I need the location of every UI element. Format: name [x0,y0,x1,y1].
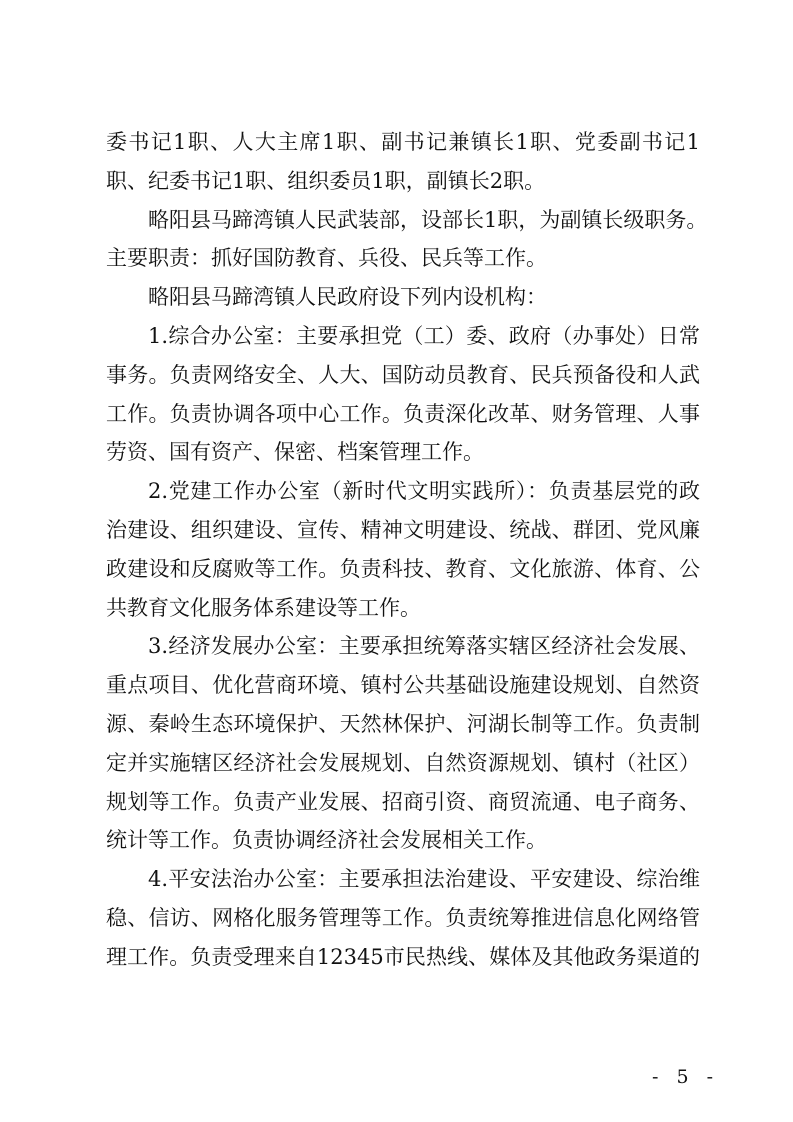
paragraph [106,472,700,627]
paragraph [106,123,700,201]
paragraph [106,201,708,279]
paragraph [106,860,700,976]
page-number: - 5 - [652,1066,720,1088]
text-line: 职、纪委书记1职、组织委员1职，副镇长2职。 [106,168,546,193]
text-line: 稳、信访、网格化服务管理等工作。负责统筹推进信息化网络管 [106,905,700,930]
text-line: 理工作。负责受理来自12345市民热线、媒体及其他政务渠道的 [106,944,700,969]
text-line: 劳资、国有资产、保密、档案管理工作。 [106,440,484,465]
text-line: 事务。负责网络安全、人大、国防动员教育、民兵预备役和人武 [106,362,700,387]
text-line: 2.党建工作办公室（新时代文明实践所）：负责基层党的政 [148,479,700,504]
text-line: 3.经济发展办公室：主要承担统筹落实辖区经济社会发展、 [148,634,700,659]
text-line: 工作。负责协调各项中心工作。负责深化改革、财务管理、人事 [106,401,700,426]
paragraph [106,317,700,472]
text-line: 政建设和反腐败等工作。负责科技、教育、文化旅游、体育、公 [106,556,700,581]
text-line: 源、秦岭生态环境保护、天然林保护、河湖长制等工作。负责制 [106,711,700,736]
text-line: 定并实施辖区经济社会发展规划、自然资源规划、镇村（社区） [106,750,700,775]
text-line: 委书记1职、人大主席1职、副书记兼镇长1职、党委副书记1 [106,130,700,154]
text-line: 规划等工作。负责产业发展、招商引资、商贸流通、电子商务、 [106,789,700,814]
text-line: 略阳县马蹄湾镇人民政府设下列内设机构： [148,285,547,310]
paragraph [106,627,700,860]
document-body [106,123,708,977]
text-line: 1.综合办公室：主要承担党（工）委、政府（办事处）日常 [148,323,700,348]
paragraph [106,278,700,317]
text-line: 略阳县马蹄湾镇人民武装部，设部长1职，为副镇长级职务。 [148,207,708,232]
text-line: 统计等工作。负责协调经济社会发展相关工作。 [106,828,547,853]
text-line: 主要职责：抓好国防教育、兵役、民兵等工作。 [106,246,547,271]
text-line: 重点项目、优化营商环境、镇村公共基础设施建设规划、自然资 [106,673,700,698]
text-line: 治建设、组织建设、宣传、精神文明建设、统战、群团、党风廉 [106,517,700,542]
text-line: 共教育文化服务体系建设等工作。 [106,595,421,620]
text-line: 4.平安法治办公室：主要承担法治建设、平安建设、综治维 [148,867,700,892]
